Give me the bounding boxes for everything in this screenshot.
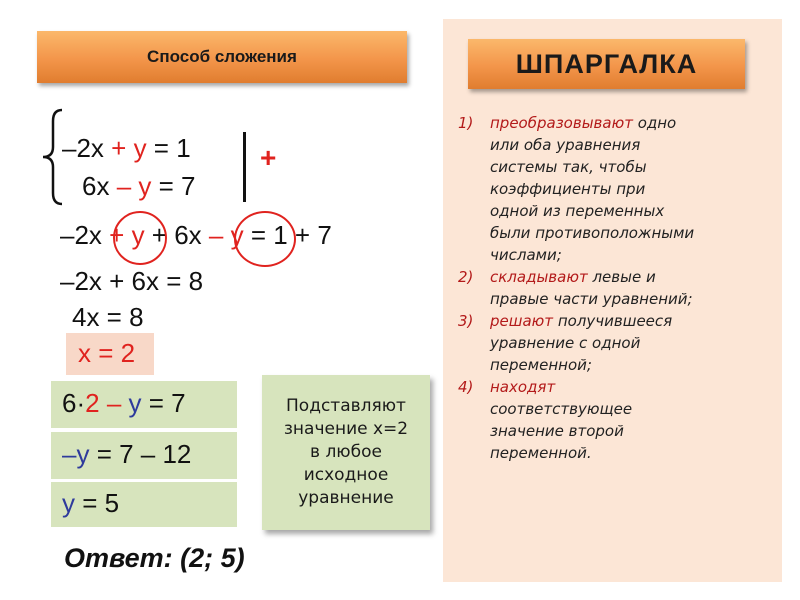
term: = 1 + 7 (243, 220, 332, 250)
term: 6x (82, 171, 110, 201)
term: = 1 (146, 133, 191, 163)
highlight-circle (113, 211, 167, 265)
note-line: значение х=2 (283, 419, 409, 439)
substituted-value: 2 (85, 388, 100, 418)
term-plus-y: + y (109, 220, 145, 250)
step-number: 3) (458, 312, 474, 330)
variable: y (128, 388, 142, 418)
answer: Ответ: (2; 5) (64, 543, 245, 573)
variable: y (138, 171, 152, 201)
step-1 (458, 112, 778, 266)
step-line: системы так, чтобы (490, 158, 647, 176)
note-line: уравнение (298, 488, 394, 508)
step-verb: преобразовывают (490, 114, 633, 132)
step-line: коэффициенты при (490, 180, 646, 198)
variable: –y (62, 439, 90, 469)
step-line: получившееся (553, 312, 673, 330)
steps-list (458, 112, 778, 464)
term: –2x (60, 220, 102, 250)
method-title-text: Способ сложения (147, 47, 297, 66)
step-line: значение второй (490, 422, 624, 440)
system-equation-2 (82, 171, 195, 202)
term: = 7 – 12 (89, 439, 192, 469)
step-text (490, 266, 778, 310)
operator: – (109, 171, 139, 201)
note-line: исходное (303, 465, 389, 485)
equation-line-2: –2x + 6x = 8 (60, 266, 204, 296)
step-number: 4) (458, 378, 474, 396)
term: = 7 (141, 388, 186, 418)
operator: – (99, 388, 129, 418)
addition-bar (243, 132, 246, 202)
step-line: уравнение с одной (490, 334, 641, 352)
step-verb: решают (490, 312, 554, 330)
step-line: были противоположными (490, 224, 695, 242)
step-3 (458, 310, 778, 376)
step-number: 2) (458, 268, 474, 286)
step-line: соответствующее (490, 400, 633, 418)
step-line: одно (632, 114, 677, 132)
term: 6· (62, 388, 86, 418)
term: + 6x (144, 220, 209, 250)
system-equation-1 (62, 133, 191, 164)
term: = 7 (151, 171, 196, 201)
substitution-line-2 (62, 439, 191, 470)
step-line: переменной; (490, 356, 592, 374)
term: –2x (62, 133, 104, 163)
substitution-note (262, 375, 430, 530)
note-line: Подставляют (286, 396, 406, 416)
variable: y (133, 133, 147, 163)
step-verb: находят (490, 378, 556, 396)
term: = 5 (75, 488, 120, 518)
note-line: в любое (310, 442, 382, 462)
step-text (490, 310, 778, 376)
substitution-line-3 (62, 488, 119, 519)
step-number: 1) (458, 114, 474, 132)
term-minus-y: – y (208, 220, 244, 250)
step-line: числами; (490, 246, 562, 264)
cheat-sheet-title-text: ШПАРГАЛКА (515, 48, 698, 79)
equation-line-3: 4x = 8 (72, 302, 144, 332)
step-text (490, 376, 778, 464)
step-line: правые части уравнений; (490, 290, 693, 308)
cheat-sheet-title (468, 39, 745, 89)
step-line: переменной. (490, 444, 592, 462)
step-line: или оба уравнения (490, 136, 641, 154)
step-verb: складывают (490, 268, 588, 286)
step-4 (458, 376, 778, 464)
step-line: левые и (587, 268, 656, 286)
step-2 (458, 266, 778, 310)
method-title (37, 31, 407, 83)
operator: + (103, 133, 134, 163)
highlight-circle (234, 211, 296, 267)
step-text (490, 112, 778, 266)
substitution-line-1 (62, 388, 186, 419)
x-solution: x = 2 (78, 338, 136, 368)
variable: y (62, 488, 75, 518)
step-line: одной из переменных (490, 202, 665, 220)
plus-sign: + (260, 142, 277, 173)
